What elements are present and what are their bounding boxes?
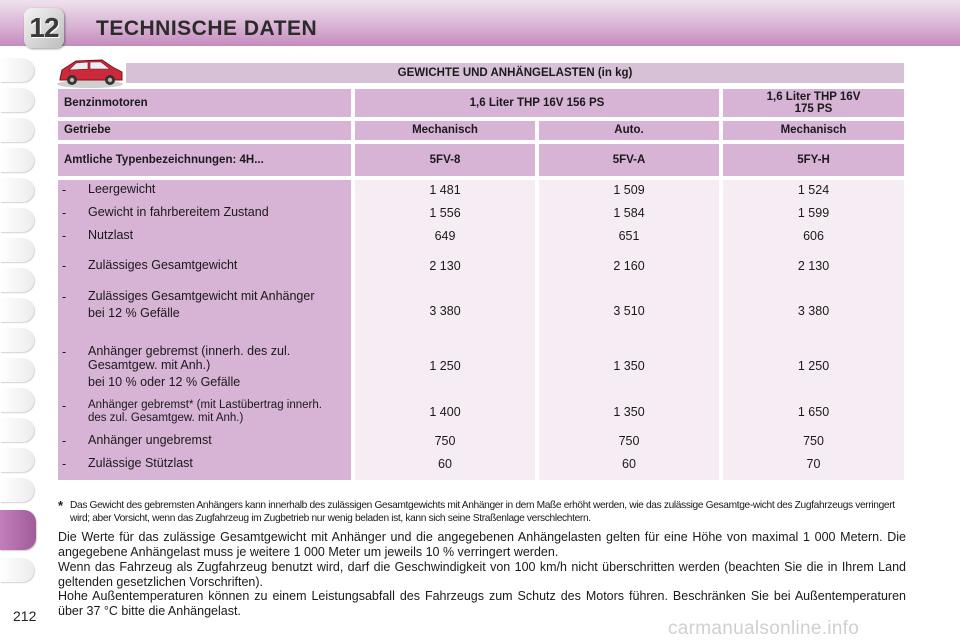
row-value: 1 584 xyxy=(613,206,645,220)
row-value: 750 xyxy=(434,434,456,448)
paragraph-speed: Wenn das Fahrzeug als Zugfahrzeug benutzt wird, darf die Geschwindigkeit von 100 km/h nicht überschritten werden (beachten Sie die in Ihrem Land geltenden gesetzlichen Vorschriften). xyxy=(58,560,906,589)
row-value: 3 380 xyxy=(797,304,830,318)
chapter-tab[interactable] xyxy=(0,388,34,412)
page-number: 212 xyxy=(13,608,37,624)
row-label: Zulässige Stützlast xyxy=(88,456,193,470)
footnote-text: Das Gewicht des gebremsten Anhängers kann innerhalb des zulässigen Gesamtgewichts mit Anhänger in dem Maße erhöht werden, wie das zulässige Gesamtge-wicht des Zugfahrzeugs verringert wird; aber Vorsicht, wenn das Zugfahrzeug im Zugbetrieb nur wenig beladen ist, kann sich seine Straßenlage verschlechtern. xyxy=(70,500,895,524)
row-label-sub: bei 10 % oder 12 % Gefälle xyxy=(88,374,241,389)
chapter-tab[interactable] xyxy=(0,358,34,382)
row-value: 2 130 xyxy=(797,259,830,273)
row-label xyxy=(88,345,358,389)
chapter-tabs xyxy=(0,58,40,618)
row-dash: - xyxy=(62,229,67,243)
chapter-tab[interactable] xyxy=(0,178,34,202)
row-dash: - xyxy=(62,183,67,197)
row-value: 651 xyxy=(618,229,640,243)
row-value: 2 130 xyxy=(429,259,461,273)
row-label: Anhänger ungebremst xyxy=(88,433,212,447)
chapter-tab-active[interactable] xyxy=(0,510,36,550)
row-value: 60 xyxy=(622,457,636,471)
row-label: Anhänger gebremst* (mit Lastübertrag innerh. des zul. Gesamtgew. mit Anh.) xyxy=(88,399,322,424)
row-dash: - xyxy=(62,434,67,448)
chapter-tab[interactable] xyxy=(0,148,34,172)
row-value: 1 250 xyxy=(797,359,830,373)
engine-row xyxy=(58,89,904,117)
page-title: TECHNISCHE DATEN xyxy=(96,17,318,40)
footnote-marker: * xyxy=(58,498,63,513)
row-value: 1 524 xyxy=(797,183,830,197)
chapter-tab[interactable] xyxy=(0,268,34,292)
row-value: 2 160 xyxy=(613,259,645,273)
footnote xyxy=(58,500,908,526)
row-value: 1 650 xyxy=(797,405,830,419)
row-value: 70 xyxy=(806,457,821,471)
chapter-tab[interactable] xyxy=(0,238,34,262)
row-value: 3 380 xyxy=(429,304,461,318)
row-dash: - xyxy=(62,290,67,304)
type-label: Amtliche Typenbezeichnungen: 4H... xyxy=(58,144,351,176)
row-label: Gewicht in fahrbereitem Zustand xyxy=(88,205,269,219)
chapter-tab[interactable] xyxy=(0,448,34,472)
row-value: 649 xyxy=(434,229,456,243)
row-value: 1 599 xyxy=(797,206,830,220)
type-value: 5FY-H xyxy=(723,144,904,176)
gearbox-value: Mechanisch xyxy=(723,121,904,140)
chapter-tab[interactable] xyxy=(0,298,34,322)
row-label-main: Anhänger gebremst (innerh. des zul. Gesamtgew. mit Anh.) xyxy=(88,344,291,372)
engine-156ps: 1,6 Liter THP 16V 156 PS xyxy=(355,89,719,117)
row-value: 1 400 xyxy=(429,405,461,419)
row-label: Leergewicht xyxy=(88,182,156,196)
watermark: carmanualsonline.info xyxy=(668,618,860,639)
row-label: Nutzlast xyxy=(88,228,134,242)
row-dash: - xyxy=(62,457,67,471)
row-value: 1 350 xyxy=(613,359,645,373)
chapter-tab[interactable] xyxy=(0,418,34,442)
engine-label: Benzinmotoren xyxy=(58,89,351,117)
chapter-tab[interactable] xyxy=(0,58,34,82)
chapter-tab[interactable] xyxy=(0,558,34,582)
row-value: 750 xyxy=(618,434,640,448)
chapter-tab[interactable] xyxy=(0,88,34,112)
gearbox-value: Mechanisch xyxy=(355,121,535,140)
type-value: 5FV-8 xyxy=(355,144,535,176)
row-value: 1 481 xyxy=(429,183,461,197)
table-caption: GEWICHTE UND ANHÄNGELASTEN (in kg) xyxy=(126,63,904,83)
chapter-badge-icon xyxy=(24,8,64,48)
row-label-sub: bei 12 % Gefälle xyxy=(88,305,180,320)
row-value: 606 xyxy=(803,229,824,243)
row-value: 1 509 xyxy=(613,183,645,197)
row-value: 3 510 xyxy=(613,304,645,318)
row-dash: - xyxy=(62,206,67,220)
engine-175ps: 1,6 Liter THP 16V 175 PS xyxy=(723,89,904,117)
row-label: Zulässiges Gesamtgewicht xyxy=(88,258,238,272)
row-value: 1 250 xyxy=(429,359,461,373)
row-dash: - xyxy=(62,259,67,273)
row-dash: - xyxy=(62,345,67,359)
row-value: 750 xyxy=(803,434,824,448)
chapter-tab[interactable] xyxy=(0,328,34,352)
row-label xyxy=(88,290,323,321)
row-label-main: Zulässiges Gesamtgewicht mit Anhänger xyxy=(88,289,315,303)
row-value: 1 556 xyxy=(429,206,461,220)
chapter-tab[interactable] xyxy=(0,118,34,142)
gearbox-label: Getriebe xyxy=(58,121,351,140)
car-icon xyxy=(54,54,126,90)
gearbox-row xyxy=(58,121,904,140)
chapter-tab[interactable] xyxy=(0,208,34,232)
type-value: 5FV-A xyxy=(539,144,719,176)
row-value: 60 xyxy=(438,457,452,471)
row-value: 1 350 xyxy=(613,405,645,419)
type-row xyxy=(58,144,904,176)
gearbox-value: Auto. xyxy=(539,121,719,140)
row-dash: - xyxy=(62,399,67,413)
paragraph-altitude: Die Werte für das zulässige Gesamtgewicht mit Anhänger und die angegebenen Anhängelasten gelten für eine Höhe von maximal 1 000 Metern. Die angegebene Anhängelast muss je weitere 1 000 Meter um jeweils 10 % verringert werden. xyxy=(58,530,906,559)
paragraph-temperature: Hohe Außentemperaturen können zu einem Leistungsabfall des Fahrzeugs zum Schutz des Motors führen. Beschränken Sie bei Außentemperaturen über 37 °C bitte die Anhängelast. xyxy=(58,589,906,618)
chapter-number: 12 xyxy=(29,12,59,43)
chapter-tab[interactable] xyxy=(0,478,34,502)
